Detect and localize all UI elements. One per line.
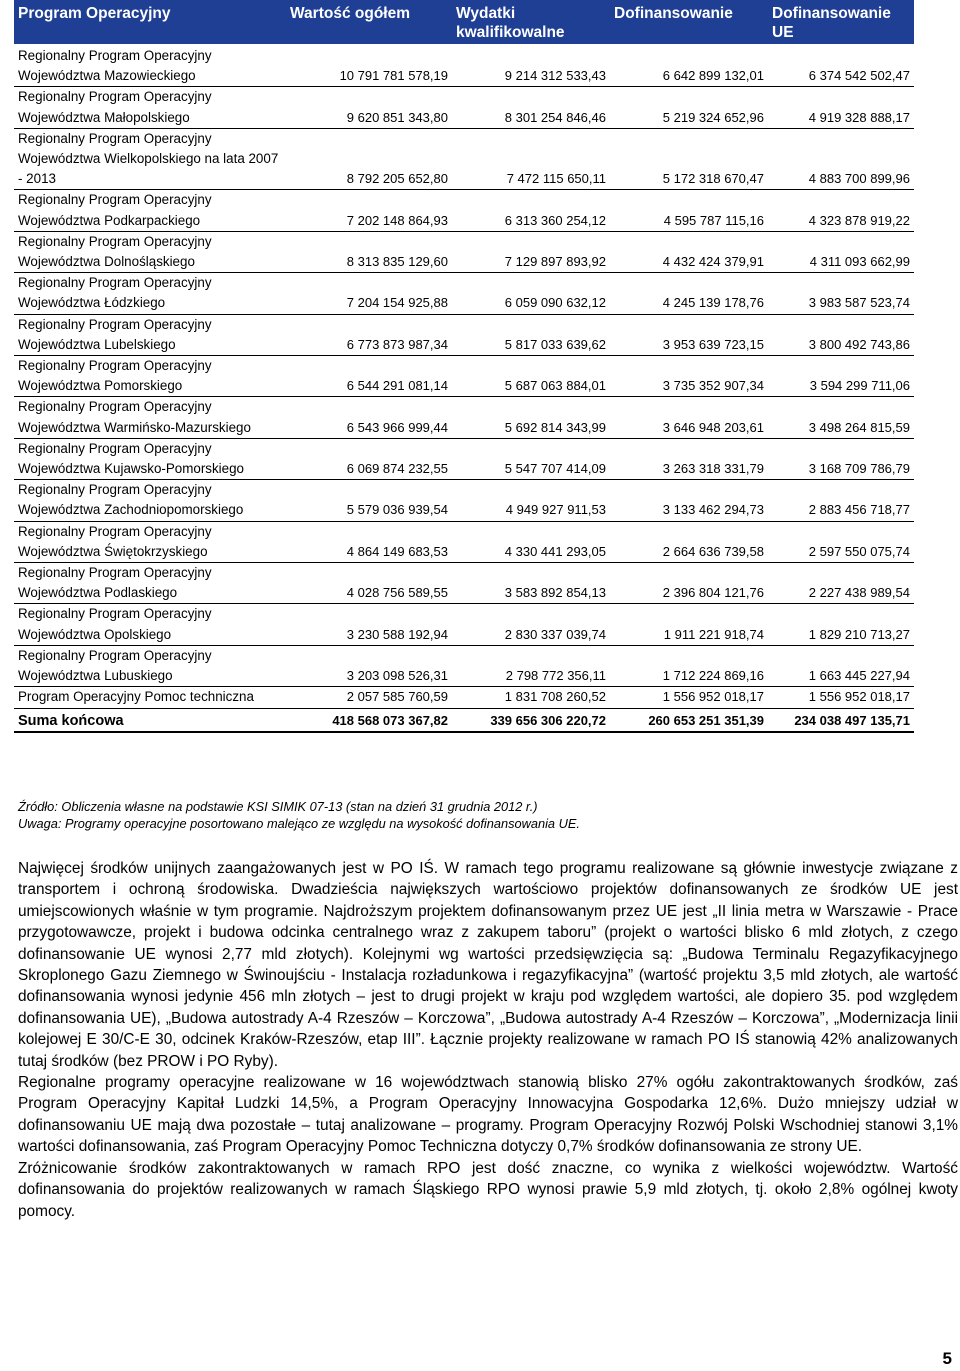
program-name-cell: Regionalny Program Operacyjny Województwa Zachodniopomorskiego [18, 482, 244, 518]
total-value-cell: 7 202 148 864,93 [346, 212, 448, 228]
cofinancing-ue-cell: 4 919 328 888,17 [808, 109, 910, 125]
table-row [14, 87, 914, 128]
table-row [14, 521, 914, 562]
program-name-cell: Regionalny Program Operacyjny Województwa Warmińsko-Mazurskiego [18, 399, 251, 435]
paragraph: Regionalne programy operacyjne realizowane w 16 województwach stanowią blisko 27% ogółu zakontraktowanych środków, zaś Program Operacyjny Kapitał Ludzki 14,5%, a Program Operacyjny Innowacyjna Gospodarka 12,6%. Dużo mniejszy udział w dofinansowaniu UE mają dwa pozostałe – tutaj analizowane – programy. Program Operacyjny Rozwój Polski Wschodniej stanowi 3,1% wartości dofinansowania, zaś Program Operacyjny Pomoc Techniczna dotyczy 0,7% środków dofinansowania ze strony UE. [18, 1074, 958, 1156]
program-name-cell: Regionalny Program Operacyjny Województwa Wielkopolskiego na lata 2007 - 2013 [18, 130, 279, 187]
cofinancing-ue-cell: 3 800 492 743,86 [808, 336, 910, 352]
cofinancing-ue-cell: 1 663 445 227,94 [808, 668, 910, 684]
eligible-cell: 8 301 254 846,46 [504, 109, 606, 125]
table-row [14, 45, 914, 87]
total-value-cell: 4 864 149 683,53 [346, 543, 448, 559]
cofinancing-cell: 4 595 787 115,16 [663, 212, 764, 228]
program-name-cell: Regionalny Program Operacyjny Województwa Pomorskiego [18, 358, 212, 394]
table-row [14, 190, 914, 231]
eligible-cell: 6 313 360 254,12 [504, 212, 606, 228]
cofinancing-ue-cell: 2 883 456 718,77 [808, 502, 910, 518]
total-value-cell: 6 544 291 081,14 [346, 378, 448, 394]
cofinancing-cell: 3 735 352 907,34 [662, 378, 764, 394]
table-row [14, 314, 914, 355]
cofinancing-cell: 6 642 899 132,01 [662, 68, 764, 84]
cofinancing-ue-cell: 1 556 952 018,17 [808, 689, 910, 705]
eligible-cell: 1 831 708 260,52 [504, 689, 606, 705]
total-value-cell: 5 579 036 939,54 [346, 502, 448, 518]
remark-note: Uwaga: Programy operacyjne posortowano malejąco ze względu na wysokość dofinansowania UE. [18, 816, 580, 831]
table-row [14, 604, 914, 645]
paragraph: Zróżnicowanie środków zakontraktowanych w ramach RPO jest dość znaczne, co wynika z wielkości województw. Wartość dofinansowania do projektów realizowanych w ramach Śląskiego RPO wynosi prawie 5,9 mld złotych, tj. około 2,8% ogólnej kwoty pomocy. [18, 1159, 958, 1220]
source-note: Źródło: Obliczenia własne na podstawie KSI SIMIK 07-13 (stan na dzień 31 grudnia 2012 r.) [18, 799, 538, 814]
eligible-cell: 7 472 115 650,11 [506, 171, 606, 187]
program-name-cell: Regionalny Program Operacyjny Województwa Mazowieckiego [18, 48, 212, 84]
program-name-cell: Regionalny Program Operacyjny Województwa Łódzkiego [18, 275, 212, 311]
table-row [14, 128, 914, 190]
total-cofinancing-ue-cell: 234 038 497 135,71 [794, 712, 910, 728]
cofinancing-ue-cell: 2 597 550 075,74 [808, 543, 910, 559]
total-value-cell: 6 543 966 999,44 [346, 419, 448, 435]
cofinancing-cell: 3 133 462 294,73 [662, 502, 764, 518]
cofinancing-ue-cell: 4 323 878 919,22 [808, 212, 910, 228]
body-text [18, 858, 958, 1222]
eligible-cell: 7 129 897 893,92 [504, 254, 606, 270]
eligible-cell: 5 692 814 343,99 [504, 419, 606, 435]
program-name-cell: Program Operacyjny Pomoc techniczna [18, 689, 254, 705]
header-total-value: Wartość ogółem [286, 0, 452, 45]
program-name-cell: Regionalny Program Operacyjny Województwa Lubelskiego [18, 316, 212, 352]
cofinancing-ue-cell: 3 983 587 523,74 [808, 295, 910, 311]
cofinancing-table [14, 0, 914, 733]
total-value-cell: 3 203 098 526,31 [346, 668, 448, 684]
total-row [14, 708, 914, 732]
table-row [14, 231, 914, 272]
program-name-cell: Regionalny Program Operacyjny Województwa Kujawsko-Pomorskiego [18, 440, 244, 477]
total-total-value-cell: 418 568 073 367,82 [332, 712, 448, 728]
total-program-name-cell: Suma końcowa [18, 712, 124, 729]
program-name-cell: Regionalny Program Operacyjny Województwa Małopolskiego [18, 89, 212, 125]
eligible-cell: 5 547 707 414,09 [504, 461, 606, 477]
total-value-cell: 10 791 781 578,19 [339, 68, 448, 84]
table-row [14, 438, 914, 479]
cofinancing-cell: 5 219 324 652,96 [662, 109, 764, 125]
table-row [14, 645, 914, 686]
paragraph: Najwięcej środków unijnych zaangażowanych jest w PO IŚ. W ramach tego programu realizowane są głównie inwestycje związane z transportem i ochroną środowiska. Dwadzieścia największych wartościowo projektów dofinansowanych ze środków UE jest umiejscowionych właśnie w tym programie. Najdroższym projektem dofinansowanym przez UE jest „II linia metra w Warszawie - Prace przygotowawcze, projekt i budowa odcinka centralnego wraz z zakupem taboru” (projekt o wartości blisko 6 mld złotych, z czego dofinansowanie UE wynosi 2,77 mld złotych). Kolejnymi wg wartości przedsięwzięcia są: „Budowa Terminalu Regazyfikacyjnego Skroplonego Gazu Ziemnego w Świnoujściu - Instalacja rozładunkowa i regazyfikacyjna” (wartość projektu 3,5 mld złotych, ale wartość dofinansowania wynosi jedynie 456 mln złotych – jest to drugi projekt w kraju pod względem wartości, ale dopiero 35. pod względem dofinansowania UE), „Budowa autostrady A-4 Rzeszów – Korczowa”, „Budowa autostrady A-4 Rzeszów – Korczowa”, „Modernizacja linii kolejowej E 30/C-E 30, odcinek Kraków-Rzeszów, etap III”. Łącznie projekty realizowane w ramach PO IŚ stanowią 42% analizowanych tutaj środków (bez PROW i PO Ryby). [18, 860, 958, 1070]
cofinancing-ue-cell: 4 311 093 662,99 [809, 254, 910, 270]
program-name-cell: Regionalny Program Operacyjny Województwa Lubuskiego [18, 647, 212, 684]
table-notes [18, 798, 918, 832]
cofinancing-ue-cell: 3 498 264 815,59 [808, 419, 910, 435]
eligible-cell: 6 059 090 632,12 [504, 295, 606, 311]
table-row [14, 273, 914, 314]
cofinancing-ue-cell: 2 227 438 989,54 [808, 585, 910, 601]
table-header-row [14, 0, 914, 45]
cofinancing-cell: 4 432 424 379,91 [662, 254, 764, 270]
table-row [14, 687, 914, 708]
cofinancing-cell: 2 664 636 739,58 [662, 543, 764, 559]
cofinancing-ue-cell: 6 374 542 502,47 [808, 68, 910, 84]
eligible-cell: 4 330 441 293,05 [504, 543, 606, 559]
page-number: 5 [942, 1349, 952, 1368]
cofinancing-cell: 2 396 804 121,76 [662, 585, 764, 601]
total-value-cell: 8 313 835 129,60 [346, 254, 448, 270]
program-name-cell: Regionalny Program Operacyjny Województwa Podlaskiego [18, 565, 212, 601]
program-name-cell: Regionalny Program Operacyjny Województwa Dolnośląskiego [18, 233, 212, 270]
eligible-cell: 4 949 927 911,53 [505, 502, 606, 518]
table-row [14, 563, 914, 604]
cofinancing-ue-cell: 3 594 299 711,06 [809, 378, 910, 394]
eligible-cell: 5 687 063 884,01 [504, 378, 606, 394]
total-value-cell: 9 620 851 343,80 [346, 109, 448, 125]
cofinancing-cell: 5 172 318 670,47 [662, 171, 764, 187]
cofinancing-cell: 3 263 318 331,79 [662, 461, 764, 477]
table-row [14, 356, 914, 397]
total-value-cell: 8 792 205 652,80 [346, 171, 448, 187]
cofinancing-cell: 3 953 639 723,15 [662, 336, 764, 352]
cofinancing-cell: 4 245 139 178,76 [662, 295, 764, 311]
cofinancing-cell: 1 911 221 918,74 [663, 626, 764, 642]
total-eligible-cell: 339 656 306 220,72 [490, 712, 606, 728]
table-row [14, 480, 914, 521]
cofinancing-ue-cell: 4 883 700 899,96 [808, 171, 910, 187]
cofinancing-ue-cell: 1 829 210 713,27 [808, 626, 910, 642]
eligible-cell: 9 214 312 533,43 [504, 68, 606, 84]
total-value-cell: 3 230 588 192,94 [346, 626, 448, 642]
eligible-cell: 5 817 033 639,62 [504, 336, 606, 352]
cofinancing-cell: 3 646 948 203,61 [662, 419, 764, 435]
total-value-cell: 6 069 874 232,55 [346, 461, 448, 477]
total-value-cell: 7 204 154 925,88 [346, 295, 448, 311]
cofinancing-ue-cell: 3 168 709 786,79 [808, 461, 910, 477]
eligible-cell: 3 583 892 854,13 [504, 585, 606, 601]
header-cofinancing: Dofinansowanie [610, 0, 768, 45]
program-name-cell: Regionalny Program Operacyjny Województwa Świętokrzyskiego [18, 523, 212, 559]
eligible-cell: 2 798 772 356,11 [505, 668, 606, 684]
cofinancing-cell: 1 712 224 869,16 [662, 668, 764, 684]
header-program: Program Operacyjny [14, 0, 286, 45]
total-value-cell: 2 057 585 760,59 [346, 689, 448, 705]
header-cofinancing-ue: Dofinansowanie UE [768, 0, 914, 45]
header-eligible: Wydatki kwalifikowalne [452, 0, 610, 45]
table-row [14, 397, 914, 438]
cofinancing-cell: 1 556 952 018,17 [662, 689, 764, 705]
total-value-cell: 6 773 873 987,34 [346, 336, 448, 352]
total-value-cell: 4 028 756 589,55 [346, 585, 448, 601]
total-cofinancing-cell: 260 653 251 351,39 [648, 712, 764, 728]
program-name-cell: Regionalny Program Operacyjny Województwa Podkarpackiego [18, 192, 212, 228]
program-name-cell: Regionalny Program Operacyjny Województwa Opolskiego [18, 606, 212, 642]
eligible-cell: 2 830 337 039,74 [504, 626, 606, 642]
